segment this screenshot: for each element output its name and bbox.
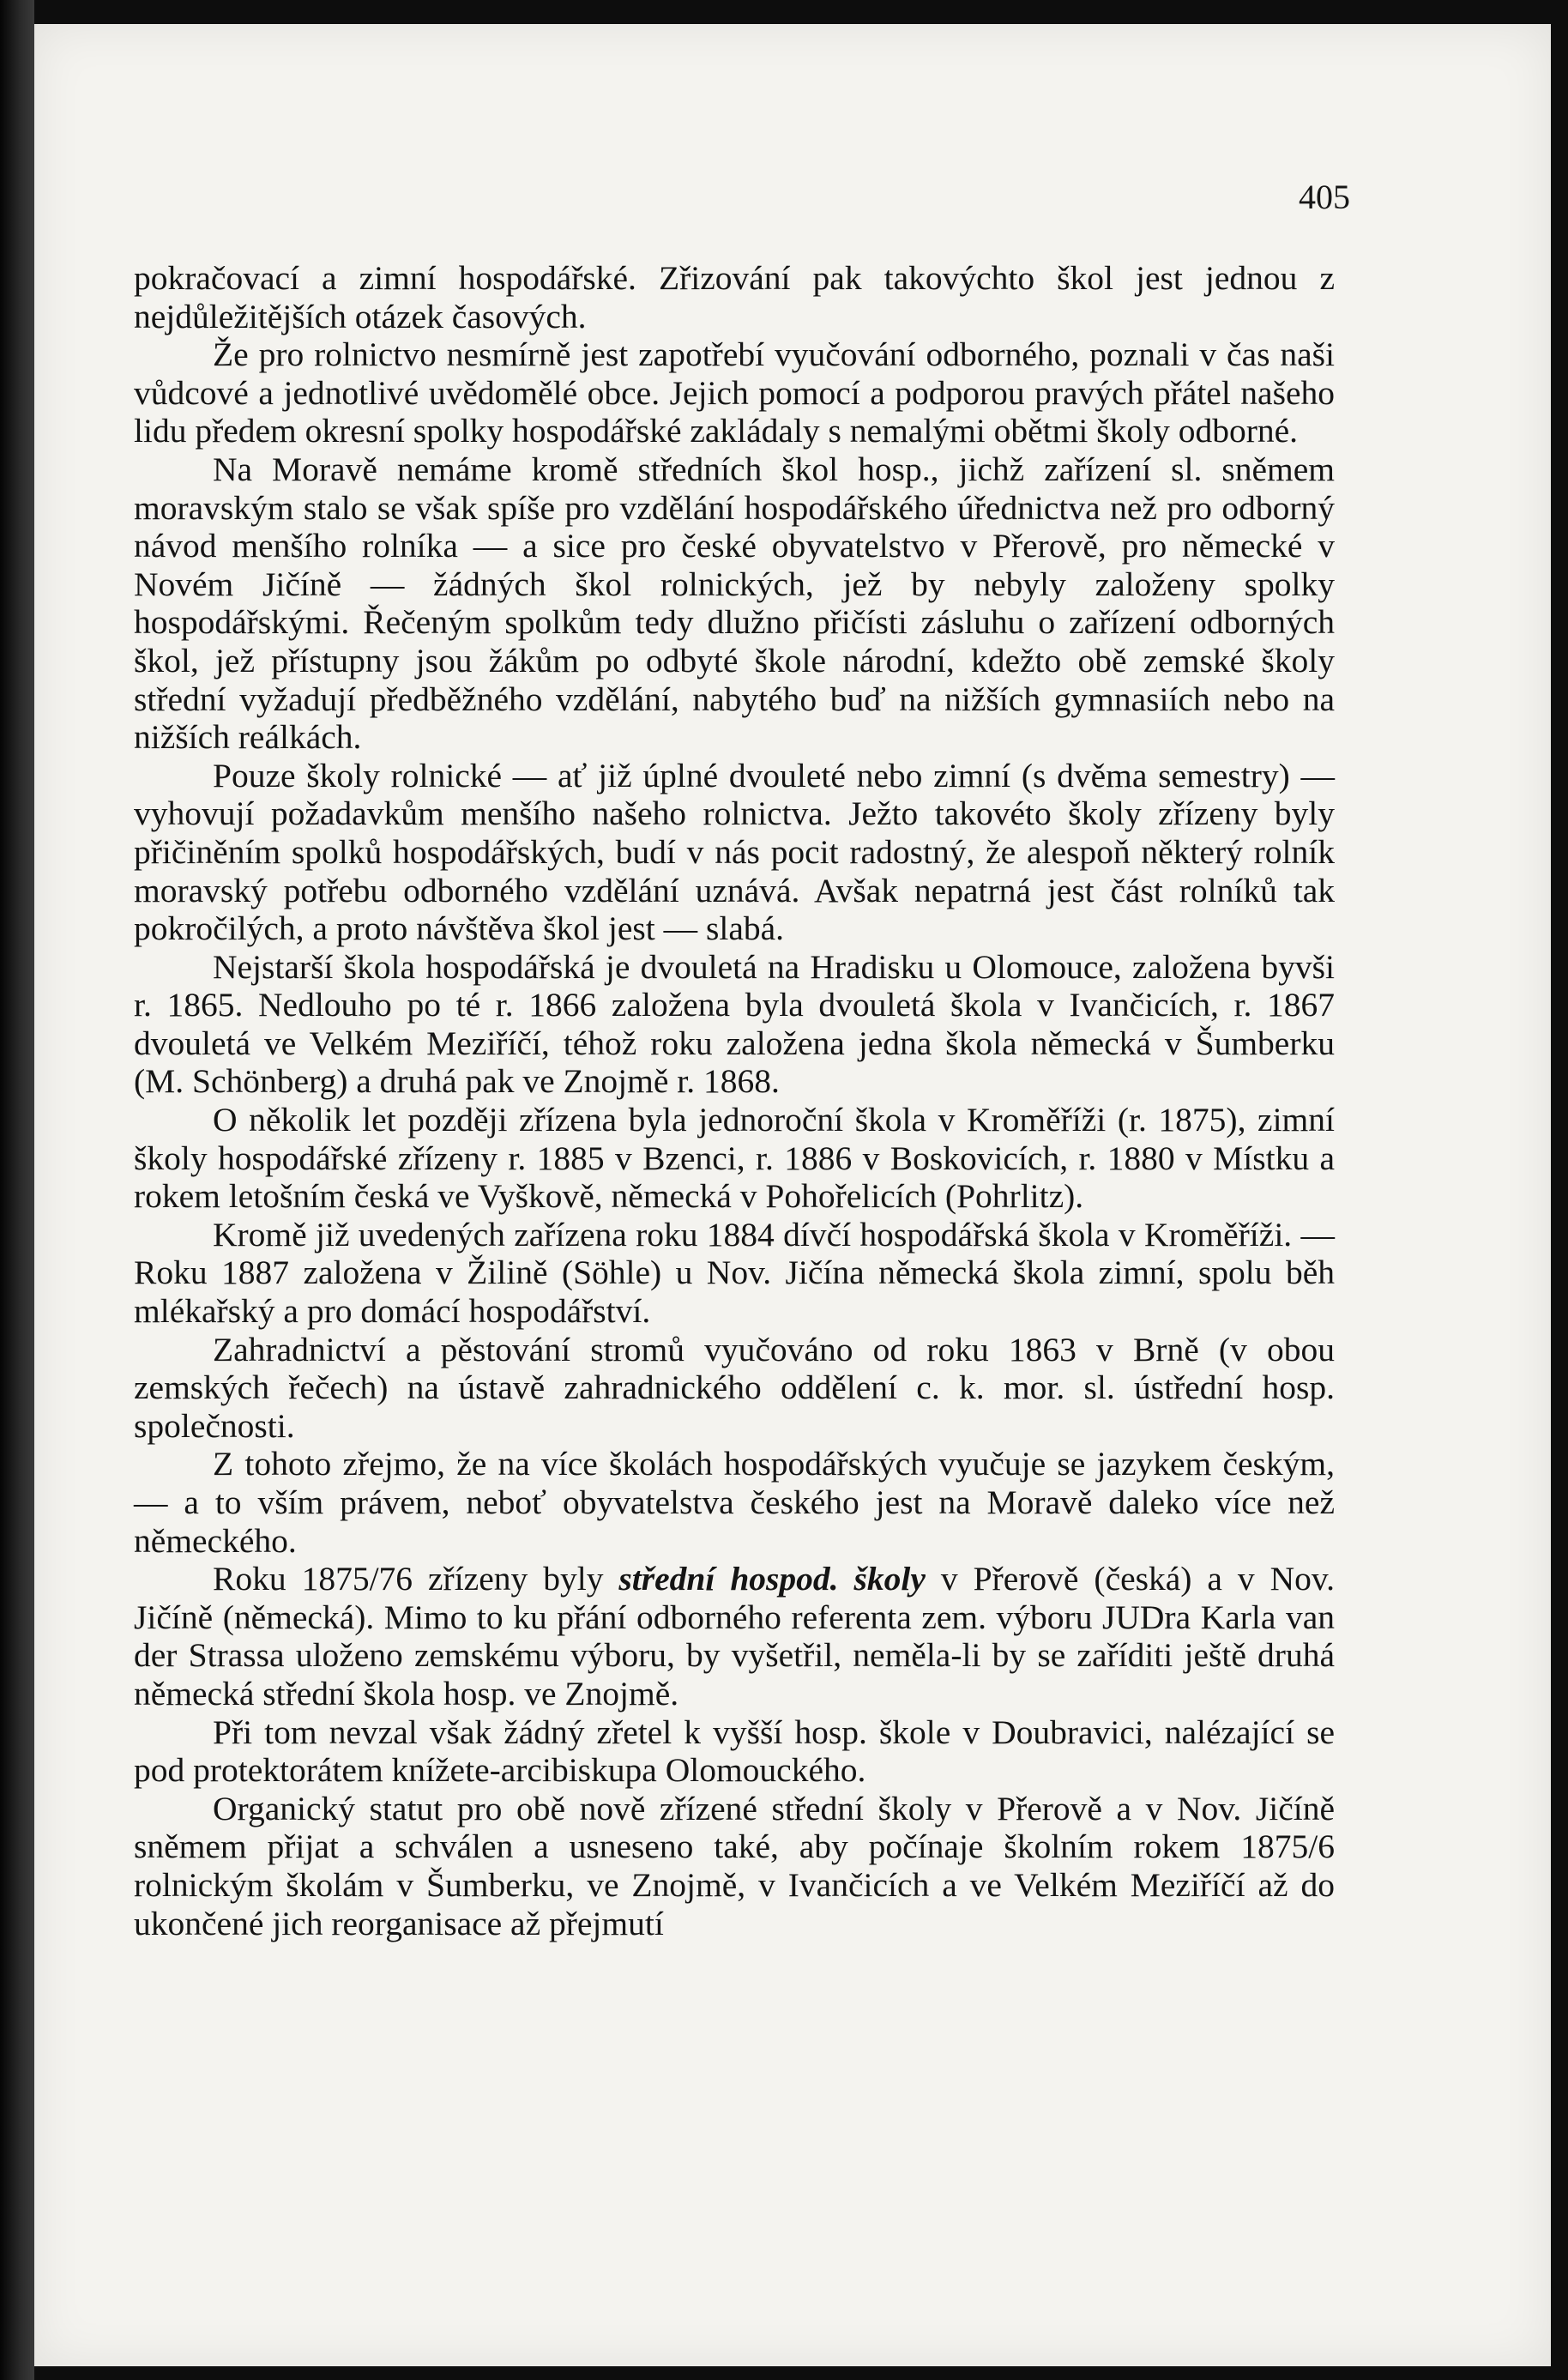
body-text [134,259,1335,1942]
paragraph-12: Organický statut pro obě nově zřízené střední školy v Přerově a v Nov. Jičíně sněmem přijat a schválen a usneseno také, aby počínaje školním rokem 1875/6 rolnickým školám v Šumberku, ve Znojmě, v Ivančicích a ve Velkém Meziříčí až do ukončené jich reorganisace až přejmutí [134,1789,1335,1942]
paragraph-4: Pouze školy rolnické — ať již úplné dvouleté nebo zimní (s dvěma semestry) — vyhovují požadavkům menšího našeho rolnictva. Ježto takovéto školy zřízeny byly přičiněním spolků hospodářských, budí v nás pocit radostný, že alespoň některý rolník moravský potřebu odborného vzdělání uznává. Avšak nepatrná jest část rolníků tak pokročilých, a proto návštěva škol jest — slabá. [134,756,1335,948]
paragraph-9: Z tohoto zřejmo, že na více školách hospodářských vyučuje se jazykem českým, — a to vším právem, neboť obyvatelstva českého jest na Moravě daleko více než německého. [134,1445,1335,1560]
paragraph-10-after: v Přerově (česká) a v Nov. Jičíně (německá). Mimo to ku přání odborného referenta zem. výboru JUDra Karla van der Strassa uloženo zemskému výboru, by vyšetřil, neměla-li by se zaříditi ještě druhá německá střední škola hosp. ve Znojmě. [134,1560,1335,1713]
page-number: 405 [1299,178,1350,216]
paragraph-8: Zahradnictví a pěstování stromů vyučováno od roku 1863 v Brně (v obou zemských řečech) na ústavě zahradnického oddělení c. k. mor. sl. ústřední hosp. společnosti. [134,1330,1335,1445]
binding-edge [0,0,34,2380]
paragraph-10 [134,1560,1335,1713]
paragraph-2: Že pro rolnictvo nesmírně jest zapotřebí vyučování odborného, poznali v čas naši vůdcové a jednotlivé uvědomělé obce. Jejich pomocí a podporou pravých přátel našeho lidu předem okresní spolky hospodářské zakládaly s nemalými obětmi školy odborné. [134,335,1335,450]
paragraph-1: pokračovací a zimní hospodářské. Zřizování pak takovýchto škol jest jednou z nejdůležitějších otázek časových. [134,259,1335,335]
paragraph-10-emphasis: střední hospod. školy [618,1560,926,1598]
paragraph-3: Na Moravě nemáme kromě středních škol hosp., jichž zařízení sl. sněmem moravským stalo se však spíše pro vzdělání hospodářského úřednictva než pro odborný návod menšího rolníka — a sice pro české obyvatelstvo v Přerově, pro německé v Novém Jičíně — žádných škol rolnických, jež by nebyly založeny spolky hospodářskými. Řečeným spolkům tedy dlužno přičísti zásluhu o zařízení odborných škol, jež přístupny jsou žákům po odbyté škole národní, kdežto obě zemské školy střední vyžadují předběžného vzdělání, nabytého buď na nižších gymnasiích nebo na nižších reálkách. [134,450,1335,757]
paragraph-11: Při tom nevzal však žádný zřetel k vyšší hosp. škole v Doubravici, nalézající se pod protektorátem knížete-arcibiskupa Olomouckého. [134,1713,1335,1790]
paragraph-5: Nejstarší škola hospodářská je dvouletá na Hradisku u Olomouce, založena byvši r. 1865. Nedlouho po té r. 1866 založena byla dvouletá škola v Ivančicích, r. 1867 dvouletá ve Velkém Meziříčí, téhož roku založena jedna škola německá v Šumberku (M. Schönberg) a druhá pak ve Znojmě r. 1868. [134,947,1335,1101]
paragraph-6: O několik let později zřízena byla jednoroční škola v Kroměříži (r. 1875), zimní školy hospodářské zřízeny r. 1885 v Bzenci, r. 1886 v Boskovicích, r. 1880 v Místku a rokem letošním česká ve Vyškově, německá v Pohořelicích (Pohrlitz). [134,1101,1335,1216]
paragraph-10-before: Roku 1875/76 zřízeny byly [213,1560,619,1598]
paragraph-7: Kromě již uvedených zařízena roku 1884 dívčí hospodářská škola v Kroměříži. — Roku 1887 založena v Žilině (Söhle) u Nov. Jičína německá škola zimní, spolu běh mlékařský a pro domácí hospodářství. [134,1215,1335,1331]
